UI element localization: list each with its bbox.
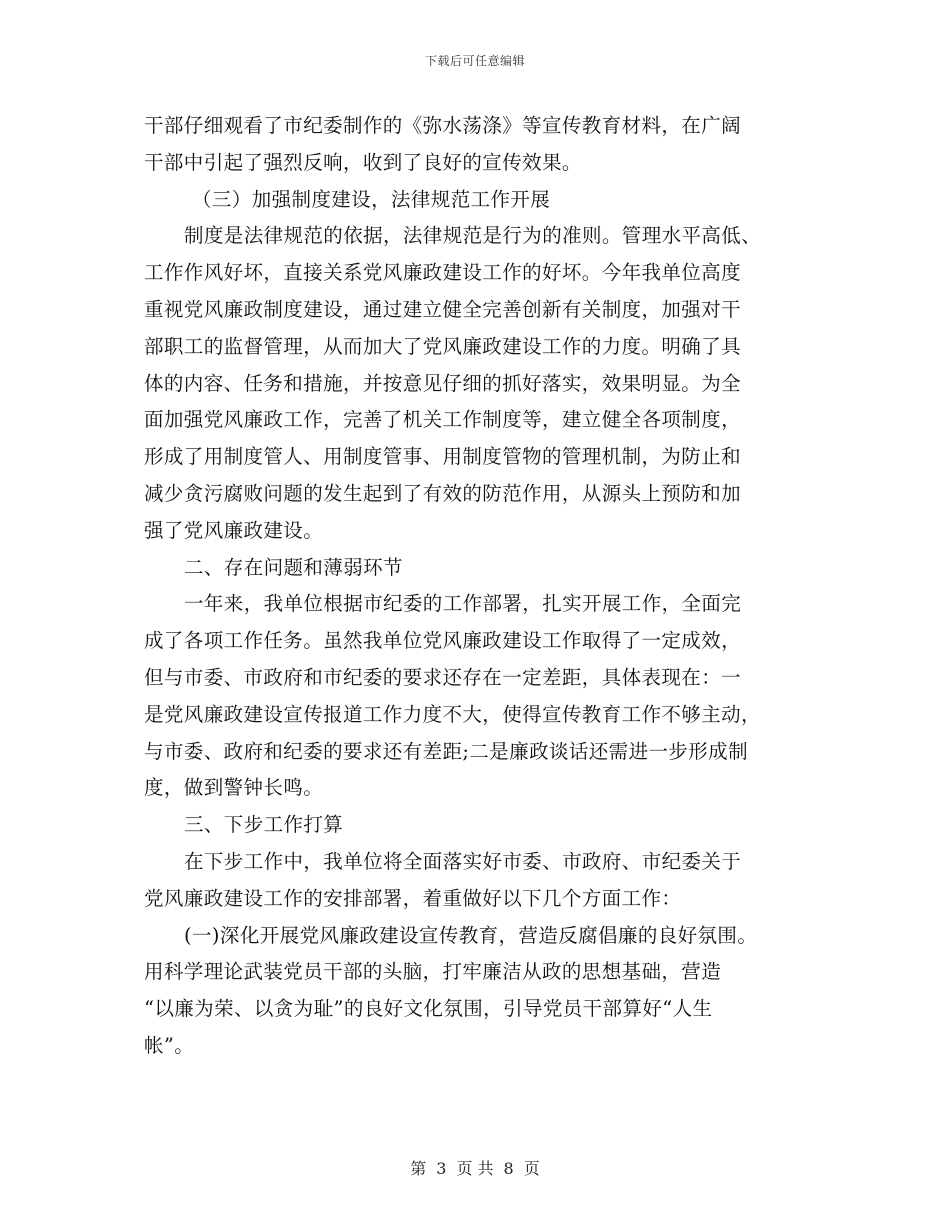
paragraph-line: 与市委、政府和纪委的要求还有差距;二是廉政谈话还需进一步形成制 (144, 739, 748, 763)
paragraph-line: 干部中引起了强烈反响，收到了良好的宣传效果。 (144, 150, 582, 174)
paragraph-line: 度，做到警钟长鸣。 (144, 776, 324, 800)
page-label-prefix: 第 (410, 1159, 427, 1178)
paragraph-line: 强了党风廉政建设。 (144, 518, 324, 542)
paragraph-line: 重视党风廉政制度建设，通过建立健全完善创新有关制度，加强对干 (144, 297, 742, 321)
paragraph-line: “以廉为荣、以贪为耻”的良好文化氛围，引导党员干部算好“人生 (144, 997, 713, 1021)
section-heading: 二、存在问题和薄弱环节 (184, 555, 403, 579)
paragraph-line: 用科学理论武装党员干部的头脑，打牢廉洁从政的思想基础，营造 (144, 960, 722, 984)
section-heading: （三）加强制度建设，法律规范工作开展 (192, 187, 551, 211)
paragraph-line: 干部仔细观看了市纪委制作的《弥水荡涤》等宣传教育材料，在广阔 (144, 114, 742, 137)
paragraph-line: 制度是法律规范的依据，法律规范是行为的准则。管理水平高低、 (184, 224, 762, 248)
paragraph-line: 工作作风好坏，直接关系党风廉政建设工作的好坏。今年我单位高度 (144, 261, 742, 285)
paragraph-line: 在下步工作中，我单位将全面落实好市委、市政府、市纪委关于 (184, 849, 742, 873)
current-page-number: 3 (436, 1159, 447, 1178)
paragraph-line: 一年来，我单位根据市纪委的工作部署，扎实开展工作，全面完 (184, 592, 742, 616)
section-heading: 三、下步工作打算 (184, 813, 344, 837)
paragraph-line: 党风廉政建设工作的安排部署，着重做好以下几个方面工作： (144, 886, 682, 910)
paragraph-line: 面加强党风廉政工作，完善了机关工作制度等，建立健全各项制度， (144, 408, 742, 432)
paragraph-line: 帐”。 (144, 1033, 195, 1057)
paragraph-line: 形成了用制度管人、用制度管事、用制度管物的管理机制，为防止和 (144, 445, 742, 469)
paragraph-line: 部职工的监督管理，从而加大了党风廉政建设工作的力度。明确了具 (144, 334, 742, 358)
document-body (144, 108, 824, 1065)
page-label-suffix: 页 (523, 1159, 540, 1178)
paragraph-line: 成了各项工作任务。虽然我单位党风廉政建设工作取得了一定成效， (144, 629, 742, 653)
page-label-middle: 页 共 (456, 1159, 494, 1178)
paragraph-line: 但与市委、市政府和市纪委的要求还存在一定差距，具体表现在：一 (144, 665, 742, 689)
page-header: 下载后可任意编辑 (424, 54, 525, 68)
paragraph-line: (一)深化开展党风廉政建设宣传教育，营造反腐倡廉的良好氛围。 (184, 923, 758, 947)
paragraph-line: 是党风廉政建设宣传报道工作力度不大，使得宣传教育工作不够主动， (144, 702, 761, 726)
page-footer (0, 1156, 950, 1179)
paragraph-line: 体的内容、任务和措施，并按意见仔细的抓好落实，效果明显。为全 (144, 371, 742, 395)
paragraph-line: 减少贪污腐败问题的发生起到了有效的防范作用，从源头上预防和加 (144, 481, 742, 505)
total-pages-number: 8 (503, 1159, 514, 1178)
